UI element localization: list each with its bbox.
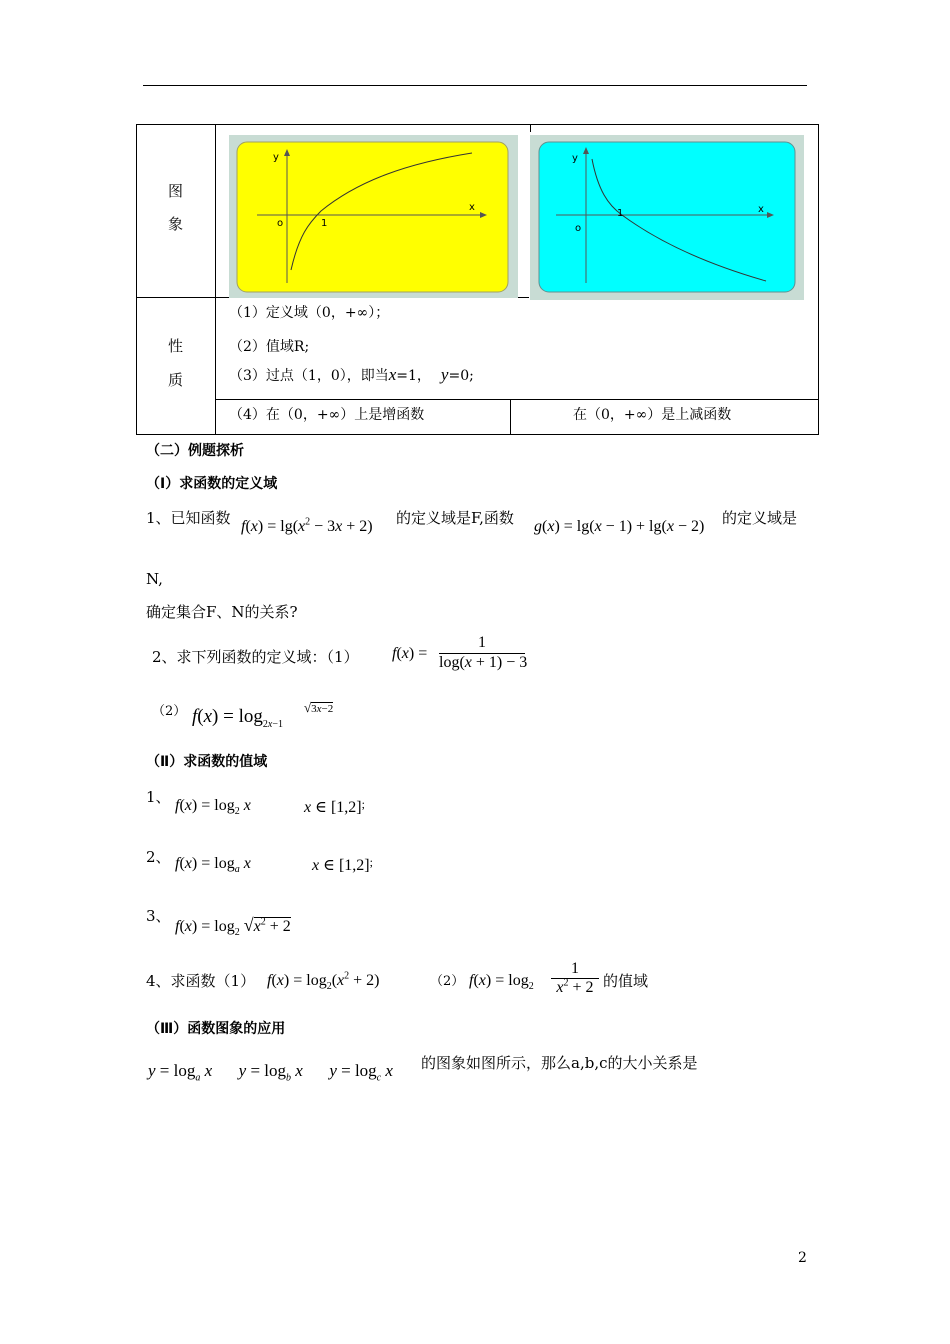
- prop-domain: （1）定义域（0，+∞）；: [229, 305, 390, 321]
- prop-increasing: （4）在（0，+∞）上是增函数: [229, 407, 425, 423]
- q1-line3: 确定集合F、N的关系?: [146, 603, 298, 621]
- section-example-analysis: （二）例题探析: [146, 443, 244, 459]
- q1-line2: N,: [146, 570, 163, 588]
- r1-number: 1、: [146, 788, 171, 806]
- row-label-props-2: 质: [168, 371, 184, 389]
- r3-formula: $f(x) = \log_2 √x^2 + 2$: [175, 915, 291, 939]
- right-x-label: x: [758, 204, 764, 215]
- prop-range: （2）值域R;: [229, 339, 310, 355]
- page-number: 2: [798, 1250, 807, 1266]
- r4-f2-fraction: 1 $x^2 + 2$: [551, 960, 599, 997]
- q2-f2-sqrt: √3x−2: [304, 700, 334, 715]
- r2-domain: x ∈ [1,2];: [312, 855, 373, 874]
- q1-line1: 1、已知函数: [146, 509, 231, 527]
- q1-f-formula: $f(x) = \lg(x^2 - 3x + 2)$: [241, 516, 373, 535]
- part-iii-heading: （Ⅲ）函数图象的应用: [146, 1021, 286, 1037]
- r4-f2-formula: $f(x) = \log_2$: [469, 972, 534, 993]
- prop-point: （3）过点（1，0），即当x=1， y=0;: [229, 365, 474, 384]
- row-label-graph-1: 图: [168, 182, 184, 200]
- q2-f2-formula: $f(x) = \log_{2x-1}$: [192, 706, 283, 730]
- left-x-label: x: [469, 202, 475, 213]
- q1-suffix: 的定义域是: [722, 509, 798, 527]
- left-origin-label: o: [277, 218, 284, 229]
- q2-f1-lhs: f(x) =: [392, 645, 428, 662]
- app-formulas: $y = \log_a x$ $y = \log_b x$ $y = \log_c x$: [148, 1061, 393, 1084]
- left-one-label: 1: [321, 218, 328, 229]
- r1-domain: x ∈ [1,2];: [304, 797, 365, 816]
- part-ii-heading: （Ⅱ）求函数的值域: [146, 754, 268, 770]
- right-origin-label: o: [575, 223, 582, 234]
- q1-g-formula: g(x) = lg(x − 1) + lg(x − 2): [534, 518, 705, 535]
- right-y-label: y: [572, 153, 578, 164]
- q2-prefix: 2、求下列函数的定义域：（1）: [152, 648, 359, 666]
- r4-prefix: 4、求函数（1）: [146, 972, 256, 990]
- r2-number: 2、: [146, 848, 171, 866]
- r1-formula: $f(x) = \log_2 x$: [175, 797, 251, 818]
- increasing-log-graph: [229, 135, 518, 298]
- right-one-label: 1: [617, 208, 624, 219]
- r4-suffix: 的值域: [603, 972, 649, 990]
- header-rule: [143, 85, 807, 86]
- q2-f1-fraction: 1 log(x + 1) − 3: [439, 634, 528, 671]
- q2-sub2-label: （2）: [152, 704, 187, 719]
- left-y-label: y: [273, 152, 279, 163]
- app-text: 的图象如图所示，那么a,b,c的大小关系是: [421, 1054, 698, 1072]
- q1-mid: 的定义域是F,函数: [396, 509, 514, 527]
- row-label-graph-2: 象: [168, 215, 184, 233]
- row-label-props-1: 性: [168, 337, 184, 355]
- r4-f1-formula: $f(x) = \log_2(x^2 + 2)$: [267, 970, 380, 993]
- decreasing-log-graph: [530, 135, 804, 300]
- part-i-heading: （Ⅰ）求函数的定义域: [146, 476, 278, 492]
- r4-mid: （2）: [430, 974, 465, 989]
- prop-decreasing: 在（0，+∞）是上减函数: [573, 407, 732, 423]
- r3-number: 3、: [146, 907, 171, 925]
- r2-formula: $f(x) = \log_a x$: [175, 855, 251, 876]
